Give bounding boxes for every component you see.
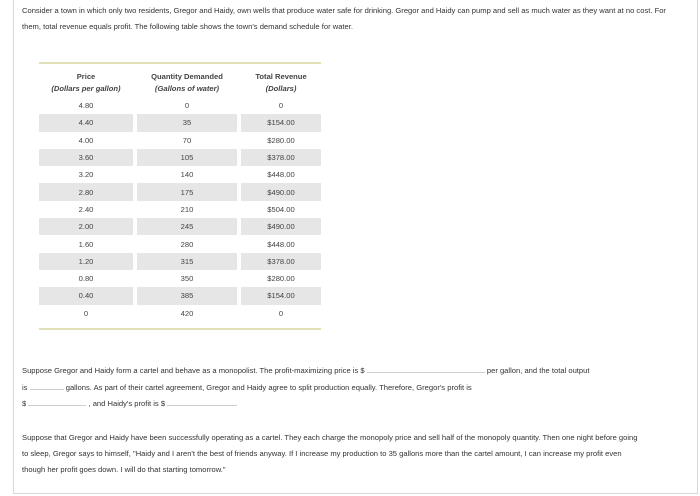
- header-price: Price: [76, 71, 96, 81]
- cartel-line-2: [22, 380, 682, 396]
- dollar-sign-gregor: $: [22, 399, 27, 408]
- price-cell: 3.60: [39, 149, 133, 166]
- revenue-cell: $378.00: [241, 253, 321, 270]
- quantity-cell: 350: [137, 270, 237, 287]
- quantity-cell: 385: [137, 287, 237, 304]
- quantity-cell: 70: [137, 132, 237, 149]
- revenue-cell: 0: [241, 97, 321, 114]
- cartel-line-3: [22, 396, 682, 412]
- table-row: [39, 287, 321, 304]
- table-row: [39, 235, 321, 252]
- price-cell: 4.00: [39, 132, 133, 149]
- table-row: [39, 183, 321, 200]
- price-cell: 2.40: [39, 201, 133, 218]
- table-row: [39, 149, 321, 166]
- table-row: [39, 201, 321, 218]
- revenue-cell: $448.00: [241, 235, 321, 252]
- revenue-cell: $154.00: [241, 287, 321, 304]
- revenue-cell: $154.00: [241, 114, 321, 131]
- table-row: [39, 132, 321, 149]
- header-price-unit: (Dollars per gallon): [51, 84, 121, 93]
- header-quantity-unit: (Gallons of water): [154, 84, 220, 93]
- revenue-cell: $490.00: [241, 218, 321, 235]
- revenue-cell: $280.00: [241, 270, 321, 287]
- price-cell: 3.20: [39, 166, 133, 183]
- price-cell: 1.60: [39, 235, 133, 252]
- gregor-profit-field[interactable]: [28, 396, 86, 406]
- price-cell: 2.80: [39, 183, 133, 200]
- quantity-cell: 175: [137, 183, 237, 200]
- quantity-cell: 420: [137, 305, 237, 322]
- price-cell: 1.20: [39, 253, 133, 270]
- cartel-text-gallons: gallons. As part of their cartel agreement, Gregor and Haidy agree to split production equally. Therefore, Gregor's profit is: [65, 383, 472, 392]
- cheat-paragraph: Suppose that Gregor and Haidy have been successfully operating as a cartel. They each charge the monopoly price and sell half of the monopoly quantity. Then one night before going to sleep, Gregor says to himself, "Haidy and I aren't the best of friends anyway. If I increase my production to 35 gallons more than the cartel amount, I can increase my profit even though her profit goes down. I will do that starting tomorrow.": [22, 433, 638, 474]
- price-cell: 0: [39, 305, 133, 322]
- price-answer-field[interactable]: [367, 363, 485, 373]
- table-row: [39, 305, 321, 322]
- quantity-cell: 315: [137, 253, 237, 270]
- table-bottom-rule: [39, 328, 321, 330]
- dollar-sign-haidy: $: [160, 399, 166, 408]
- price-cell: 2.00: [39, 218, 133, 235]
- intro-paragraph: Consider a town in which only two residents, Gregor and Haidy, own wells that produce water safe for drinking. Gregor and Haidy can pump and sell as much water as they want at no cost. For them, total revenue equals profit. The following table shows the town's demand schedule for water.: [22, 6, 666, 31]
- price-cell: 4.80: [39, 97, 133, 114]
- revenue-cell: $378.00: [241, 149, 321, 166]
- revenue-cell: $280.00: [241, 132, 321, 149]
- revenue-cell: $504.00: [241, 201, 321, 218]
- quantity-cell: 280: [137, 235, 237, 252]
- price-cell: 0.40: [39, 287, 133, 304]
- table-row: [39, 166, 321, 183]
- table-row: [39, 97, 321, 114]
- price-cell: 0.80: [39, 270, 133, 287]
- cartel-text-is: is: [22, 383, 28, 392]
- haidy-profit-field[interactable]: [167, 396, 237, 406]
- cartel-text-output: per gallon, and the total output: [486, 366, 590, 375]
- revenue-cell: $490.00: [241, 183, 321, 200]
- quantity-cell: 35: [137, 114, 237, 131]
- table-row: [39, 253, 321, 270]
- quantity-cell: 245: [137, 218, 237, 235]
- quantity-cell: 140: [137, 166, 237, 183]
- quantity-cell: 105: [137, 149, 237, 166]
- header-revenue-unit: (Dollars): [265, 84, 297, 93]
- quantity-cell: 0: [137, 97, 237, 114]
- price-cell: 4.40: [39, 114, 133, 131]
- demand-schedule-table: [39, 62, 321, 330]
- revenue-cell: $448.00: [241, 166, 321, 183]
- revenue-cell: 0: [241, 305, 321, 322]
- header-quantity: Quantity Demanded: [151, 71, 223, 81]
- cartel-text-haidy: , and Haidy's profit is: [88, 399, 159, 408]
- cartel-text-price: Suppose Gregor and Haidy form a cartel and behave as a monopolist. The profit-maximizing price is: [22, 366, 359, 375]
- table-row: [39, 270, 321, 287]
- output-answer-field[interactable]: [30, 380, 64, 390]
- table-row: [39, 218, 321, 235]
- cartel-line-1: [22, 363, 682, 379]
- dollar-sign: $: [360, 366, 365, 375]
- header-revenue: Total Revenue: [255, 71, 307, 81]
- table-row: [39, 114, 321, 131]
- quantity-cell: 210: [137, 201, 237, 218]
